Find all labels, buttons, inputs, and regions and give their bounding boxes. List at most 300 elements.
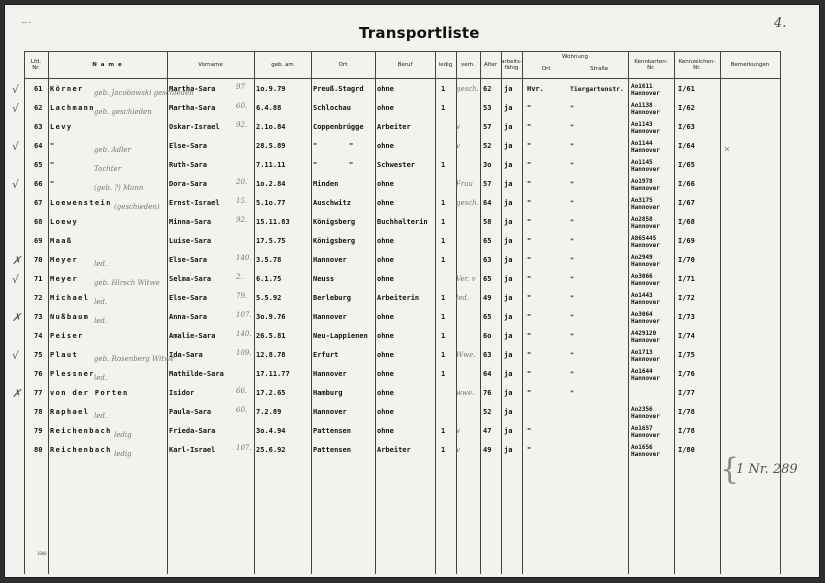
row-single: 1 [441,427,446,435]
row-residence-city: " [527,351,532,359]
row-name-note: (geb. ?) Mann [94,184,144,192]
row-birthdate: 17.5.75 [256,237,286,245]
row-id-card: A865445 Hannover [631,235,660,249]
row-id-mark: I/67 [678,199,695,207]
row-residence-street [570,422,626,441]
row-age: 62 [483,85,492,93]
row-fit-for-work: ja [504,351,513,359]
row-name: " [50,161,56,169]
row-number: 74 [34,332,43,340]
row-single: 1 [441,256,446,264]
row-married: v [456,446,460,454]
row-birthdate: 28.5.89 [256,142,286,150]
row-checkmark: ✗ [12,254,22,267]
row-id-card: Ao1657 Hannover [631,425,660,439]
row-checkmark: √ [12,273,20,286]
row-vorname-note: 140. [236,330,252,338]
column-rule [254,51,255,574]
column-rule [375,51,376,574]
row-name: Plaut [50,351,79,359]
row-id-mark: I/65 [678,161,695,169]
row-single [441,270,453,289]
row-number: 77 [34,389,43,397]
column-rule [522,51,523,574]
row-name: Raphael [50,408,90,416]
header-name: N a m e [92,61,123,68]
row-fit-for-work: ja [504,370,513,378]
row-residence-city: " [527,313,532,321]
column-rule [311,51,312,574]
row-birthdate: 7.2.89 [256,408,282,416]
row-name: " [50,180,56,188]
row-birthplace: Minden [313,180,339,188]
row-birthplace: Neu-Lappienen [313,332,368,340]
row-checkmark: √ [12,140,20,153]
row-birthplace: Berleburg [313,294,351,302]
row-single: 1 [441,199,446,207]
row-occupation: ohne [377,275,394,283]
row-occupation: Arbeiter [377,123,411,131]
row-single: 1 [441,218,446,226]
page-number-note: 4. [774,16,787,31]
row-residence-city: " [527,104,532,112]
row-vorname: Oskar-Israel [169,123,220,131]
row-single: 1 [441,313,446,321]
row-id-card: A429120 Hannover [631,330,660,344]
column-rule [480,51,481,574]
row-id-mark: I/69 [678,237,695,245]
row-vorname: Dora-Sara [169,180,207,188]
row-fit-for-work: ja [504,313,513,321]
row-name: von der Porten [50,389,129,397]
row-birthplace-ditto: " [349,142,354,150]
row-residence-street [570,403,626,422]
row-birthplace: Auschwitz [313,199,351,207]
row-name-note: ledig [114,450,132,458]
row-age: 63 [483,351,492,359]
row-age: 63 [483,256,492,264]
header-beruf: Beruf [397,61,413,68]
row-married: Wwe. [456,351,476,359]
row-birthdate: 3o.4.94 [256,427,286,435]
row-occupation: ohne [377,256,394,264]
row-name: Loewenstein [50,199,112,207]
row-fit-for-work: ja [504,180,513,188]
row-residence-street: " [570,104,574,112]
row-fit-for-work: ja [504,408,513,416]
row-birthplace: Hannover [313,313,347,321]
column-rule [24,51,25,574]
row-residence-street [570,441,626,460]
row-vorname: Paula-Sara [169,408,212,416]
row-birthdate: 1o.2.84 [256,180,286,188]
row-number: 79 [34,427,43,435]
row-birthplace: Königsberg [313,218,356,226]
row-fit-for-work: ja [504,446,513,454]
row-vorname-note: 15. [236,197,248,205]
header-geb: geb. am [271,61,294,68]
row-occupation: Buchhalterin [377,218,428,226]
row-age: 49 [483,446,492,454]
row-name: Meyer [50,256,79,264]
row-id-mark: I/75 [678,351,695,359]
header-ledig: ledig [438,61,453,68]
row-id-mark: I/63 [678,123,695,131]
row-residence-city: " [527,142,532,150]
row-married: Frau [456,180,473,188]
row-occupation: ohne [377,85,394,93]
row-fit-for-work: ja [504,256,513,264]
row-age: 6o [483,332,492,340]
row-occupation: ohne [377,332,394,340]
row-id-mark: I/76 [678,370,695,378]
row-birthdate: 26.5.81 [256,332,286,340]
row-name-note: geb. geschieden [94,108,152,116]
row-number: 76 [34,370,43,378]
row-name-note: led. [94,317,108,325]
row-occupation: Schwester [377,161,415,169]
row-vorname: Else-Sara [169,294,207,302]
row-birthplace: Pattensen [313,427,351,435]
row-vorname: Amalie-Sara [169,332,216,340]
row-birthplace-ditto: " [349,161,354,169]
row-name-note: geb. Hirsch Witwe [94,279,160,287]
row-id-mark: I/72 [678,294,695,302]
header-alter: Alter [483,61,498,68]
row-residence-street: " [570,294,574,302]
row-checkmark: √ [12,102,20,115]
row-vorname: Selma-Sara [169,275,212,283]
row-vorname-note: 79. [236,292,248,300]
row-birthplace: Hamburg [313,389,343,397]
row-fit-for-work: ja [504,294,513,302]
row-name-note: (geschieden) [114,203,160,211]
row-occupation: ohne [377,351,394,359]
row-id-mark: I/64 [678,142,695,150]
row-occupation: Arbeiterin [377,294,420,302]
row-residence-city: " [527,256,532,264]
row-id-card: Ao1713 Hannover [631,349,660,363]
row-residence-street: " [570,351,574,359]
row-occupation: ohne [377,104,394,112]
row-birthplace: Königsberg [313,237,356,245]
header-ort: Ort [338,61,348,68]
row-id-card: Ao3064 Hannover [631,311,660,325]
row-birthplace: Pattensen [313,446,351,454]
header-verh: verh. [460,61,476,68]
row-number: 73 [34,313,43,321]
row-name-note: geb. Jacobowski geschieden [94,89,194,97]
row-married: v [456,427,460,435]
row-birthplace: Preuß.Stagrd [313,85,364,93]
row-birthdate: 6.1.75 [256,275,282,283]
row-id-mark: I/66 [678,180,695,188]
row-fit-for-work: ja [504,142,513,150]
row-age: 47 [483,427,492,435]
row-name-note: Tochter [94,165,122,173]
row-id-card: Ao3066 Hannover [631,273,660,287]
row-birthplace: Hannover [313,256,347,264]
row-residence-city: " [527,275,532,283]
row-single: 1 [441,237,446,245]
row-name: Körner [50,85,84,93]
row-number: 70 [34,256,43,264]
row-id-mark: I/74 [678,332,695,340]
row-residence-street: " [570,389,574,397]
row-residence-city: " [527,427,532,435]
row-occupation: ohne [377,389,394,397]
row-vorname-note: 92. [236,216,248,224]
header-wohnung [522,54,628,76]
row-married: Ver. v [456,275,476,283]
row-birthplace: Erfurt [313,351,339,359]
row-id-mark: I/61 [678,85,695,93]
row-married: led. [456,294,470,302]
row-vorname-note: 109. [236,349,252,357]
row-vorname: Ruth-Sara [169,161,207,169]
row-fit-for-work: ja [504,218,513,226]
row-vorname: Else-Sara [169,256,207,264]
row-residence-city: " [527,370,532,378]
row-occupation: ohne [377,237,394,245]
row-vorname: Martha-Sara [169,85,216,93]
row-age: 65 [483,237,492,245]
row-vorname: Martha-Sara [169,104,216,112]
row-occupation: ohne [377,313,394,321]
row-number: 66 [34,180,43,188]
row-name-note: led. [94,298,108,306]
column-rule [720,51,721,574]
header-lfd: Lfd. Nr. [30,58,42,71]
row-id-mark: I/78 [678,408,695,416]
row-birthdate: 7.11.11 [256,161,286,169]
row-residence-street: " [570,142,574,150]
row-number: 78 [34,408,43,416]
row-age: 49 [483,294,492,302]
row-birthdate: 5.1o.77 [256,199,286,207]
row-single: 1 [441,351,446,359]
row-name: Lachmann [50,104,95,112]
row-name-note: geb. Adler [94,146,131,154]
row-vorname-note: 66. [236,387,248,395]
row-birthplace: " [313,161,318,169]
row-birthdate: 12.8.78 [256,351,286,359]
row-age: 64 [483,370,492,378]
column-rule [674,51,675,574]
row-name: Michael [50,294,90,302]
row-fit-for-work: ja [504,123,513,131]
column-rule [501,51,502,574]
row-residence-city [527,403,547,422]
row-age: 3o [483,161,492,169]
row-name-note: led. [94,260,108,268]
row-single: 1 [441,332,446,340]
row-id-card: Ao2858 Hannover [631,216,660,230]
row-residence-city: " [527,123,532,131]
row-birthdate: 1o.9.79 [256,85,286,93]
row-married: gesch. [456,199,479,207]
row-number: 75 [34,351,43,359]
row-birthplace: Neuss [313,275,335,283]
row-occupation: ohne [377,199,394,207]
row-residence-street: " [570,199,574,207]
row-age: 64 [483,199,492,207]
row-name: Reichenbach [50,427,112,435]
row-occupation: Arbeiter [377,446,411,454]
row-id-mark: I/70 [678,256,695,264]
row-number: 69 [34,237,43,245]
header-wohnung-ort: Ort [541,66,551,73]
row-residence-city: " [527,389,532,397]
row-vorname: Frieda-Sara [169,427,216,435]
row-fit-for-work: ja [504,237,513,245]
row-single: 1 [441,85,446,93]
row-birthplace: Hannover [313,408,347,416]
row-id-card: Ao2949 Hannover [631,254,660,268]
row-number: 63 [34,123,43,131]
row-residence-city: " [527,237,532,245]
row-residence-city: Hvr. [527,85,544,93]
row-occupation: ohne [377,408,394,416]
transport-list-sheet [4,4,820,578]
row-single [441,118,453,137]
row-fit-for-work: ja [504,332,513,340]
brace-mark: { [720,452,740,487]
header-vorname: Vorname [198,61,223,68]
row-id-mark: I/77 [678,389,695,397]
row-residence-street: " [570,275,574,283]
row-vorname: Isidor [169,389,195,397]
header-bemerkungen: Bemerkungen [730,61,770,68]
row-name-note: led. [94,412,108,420]
column-rule [167,51,168,574]
row-vorname-note: 2. [236,273,243,281]
row-number: 71 [34,275,43,283]
row-residence-street: " [570,123,574,131]
row-id-card: Ao1611 Hannover [631,83,660,97]
row-name: Nußbaum [50,313,90,321]
row-id-card: Ao1138 Hannover [631,102,660,116]
row-id-mark: I/78 [678,427,695,435]
row-number: 65 [34,161,43,169]
row-birthplace: Hannover [313,370,347,378]
row-age: 65 [483,275,492,283]
row-single [441,137,453,156]
row-age: 57 [483,180,492,188]
header-kennzeichen: Kennzeichen- Nr. [678,58,716,71]
page-title: Transportliste [359,24,480,42]
row-residence-city: " [527,294,532,302]
row-number: 72 [34,294,43,302]
row-id-mark: I/73 [678,313,695,321]
row-birthdate: 5.5.92 [256,294,282,302]
row-residence-city: " [527,218,532,226]
row-name-note: led. [94,374,108,382]
row-number: 64 [34,142,43,150]
row-married: v [456,123,460,131]
row-residence-street: " [570,332,574,340]
row-fit-for-work: ja [504,199,513,207]
row-residence-street: " [570,313,574,321]
row-single: 1 [441,294,446,302]
row-birthdate: 3.5.78 [256,256,282,264]
row-id-card: Ao1644 Hannover [631,368,660,382]
row-name: Meyer [50,275,79,283]
row-age: 65 [483,313,492,321]
row-vorname: Karl-Israel [169,446,216,454]
row-vorname-note: 92. [236,121,248,129]
row-vorname: Anna-Sara [169,313,207,321]
column-rule [48,51,49,574]
row-married: gesch. [456,85,479,93]
row-vorname-note: 20. [236,178,248,186]
row-birthdate: 2.1o.84 [256,123,286,131]
row-id-mark: I/68 [678,218,695,226]
row-name: Loewy [50,218,79,226]
row-residence-street: " [570,161,574,169]
row-checkmark: √ [12,178,20,191]
row-residence-city: " [527,199,532,207]
row-id-card: Ao3175 Hannover [631,197,660,211]
row-age: 53 [483,104,492,112]
header-wohnung-label: Wohnung [562,54,588,60]
row-birthplace: " [313,142,318,150]
row-checkmark: √ [12,83,20,96]
margin-cross-mark: × [724,144,731,155]
column-rule [628,51,629,574]
row-occupation: ohne [377,427,394,435]
row-id-mark: I/71 [678,275,695,283]
row-residence-street: " [570,237,574,245]
row-residence-city: " [527,180,532,188]
row-id-card: Ao1143 Hannover [631,121,660,135]
margin-note: 1 Nr. 289 [736,462,798,477]
row-vorname: Else-Sara [169,142,207,150]
row-single: 1 [441,370,446,378]
row-id-card: Ao1656 Hannover [631,444,660,458]
row-checkmark: ✗ [12,311,22,324]
row-age: 57 [483,123,492,131]
row-id-mark: I/62 [678,104,695,112]
row-age: 52 [483,408,492,416]
row-married: v [456,142,460,150]
row-residence-street: " [570,218,574,226]
row-vorname: Ida-Sara [169,351,203,359]
row-vorname-note: 107. [236,444,252,452]
row-name: Levy [50,123,73,131]
row-single [441,175,453,194]
row-name: Peiser [50,332,84,340]
row-id-card: Ao2356 Hannover [631,406,660,420]
table-top-rule [24,51,780,52]
row-single [441,384,453,403]
row-occupation: ohne [377,370,394,378]
row-birthplace: Coppenbrügge [313,123,364,131]
row-fit-for-work: ja [504,427,513,435]
row-vorname: Minna-Sara [169,218,212,226]
row-residence-street: Tiergartenstr. [570,85,624,93]
row-residence-street: " [570,370,574,378]
row-checkmark: √ [12,349,20,362]
row-birthplace: Schlochau [313,104,351,112]
header-wohnung-strasse: Straße [590,66,609,73]
header-kennkarten: Kennkarten- Nr. [634,58,668,71]
row-birthdate: 17.2.65 [256,389,286,397]
row-birthdate: 3o.9.76 [256,313,286,321]
footer-note: 1000 [37,551,47,556]
row-id-card [631,384,673,403]
row-vorname-note: 60. [236,102,248,110]
